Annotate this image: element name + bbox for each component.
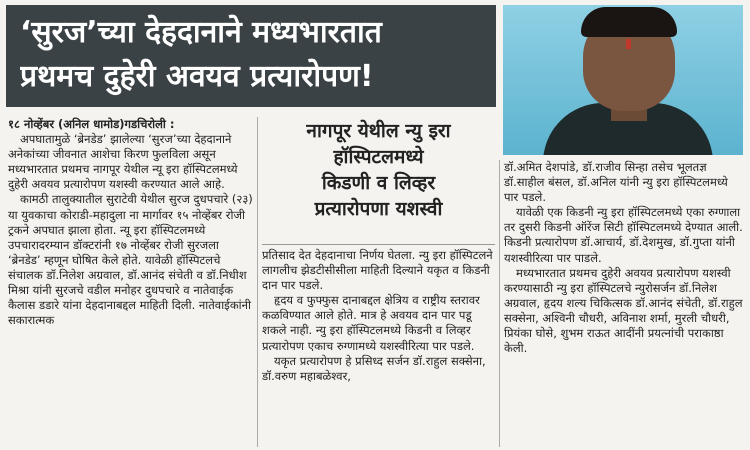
subheadline-line: हॉस्पिटलमध्ये <box>333 146 424 168</box>
subheadline <box>262 118 495 245</box>
article-column-2 <box>262 248 496 384</box>
paragraph: कामठी तालुक्यातील सुराटेवी येथील सुरज दुधपचारे (२३) या युवकाचा कोराडी-महादुला ना मार्गावर १५ नोव्हेंबर रोजी ट्रकने अपघात झाला होता. न्यू इरा हॉस्पिटलमध्ये उपचारादरम्यान डॉक्टरांनी १७ नोव्हेंबर रोजी सुरजला ‘ब्रेनडेड’ म्हणून घोषित केले होते. यावेळी हॉस्पिटलचे संचालक डॉ.निलेश अग्रवाल, डॉ.आनंद संचेती व डॉ.निधीश मिश्रा यांनी सुरजचे वडील मनोहर दुधपचारे व नातेवाईक कैलास डडारे यांना देहदानाबद्दल माहिती दिली. नातेवाईकांनी सकारात्मक <box>8 192 253 328</box>
headline-line-1: ‘सुरज’च्या देहदानाने मध्यभारतात <box>20 15 382 50</box>
subheadline-line: किडणी व लिव्हर <box>321 172 436 194</box>
article-column-3 <box>504 160 744 356</box>
paragraph: मध्यभारतात प्रथमच दुहेरी अवयव प्रत्यारोपण यशस्वी करण्यासाठी न्यु इरा हॉस्पिटलचे न्युरोसर्जन डॉ.निलेश अग्रवाल, हृदय शल्य चिकित्सक डॉ.आनंद संचेती, डॉ.राहुल सक्सेना, अश्विनी चौधरी, अविनाश शर्मा, मुरली चौधरी, प्रियंका घोसे, शुभम राऊत आदींनी प्रयत्नांची पराकाष्ठा केली. <box>504 265 743 356</box>
paragraph: यकृत प्रत्यारोपण हे प्रसिध्द सर्जन डॉ.राहुल सक्सेना, डॉ.वरुण महाबळेश्वर, <box>262 353 486 383</box>
photo-tilak <box>626 39 631 49</box>
paragraph: प्रतिसाद देत देहदानाचा निर्णय घेतला. न्यु इरा हॉस्पिटलने लागलीच झेडटीसीसीला माहिती दिल्याने यकृत व किडनी दान पार पडले. <box>262 248 493 293</box>
subheadline-line: प्रत्यारोपणा यशस्वी <box>314 198 443 220</box>
headline-line-2: प्रथमच दुहेरी अवयव प्रत्यारोपण! <box>20 59 374 94</box>
paragraph: हृदय व फुफ्फुस दानाबद्दल क्षेत्रिय व राष्ट्रीय स्तरावर कळविण्यात आले होते. मात्र हे अवयव दान पार पडू शकले नाही. न्यु इरा हॉस्पिटलमध्ये किडनी व लिव्हर प्रत्यारोपण एकाच रुग्णामध्ये यशस्वीरित्या पार पडले. <box>262 293 480 353</box>
dateline: १८ नोव्हेंबर (अनिल धामोड)गडचिरोली : <box>8 117 175 131</box>
paragraph: डॉ.अमित देशपांडे, डॉ.राजीव सिन्हा तसेच भूलतज्ञ डॉ.साहील बंसल, डॉ.अनिल यांनी न्यु इरा हॉस्पिटलमध्ये पार पडले. <box>504 160 728 205</box>
paragraph: यावेळी एक किडनी न्यु इरा हॉस्पिटलमध्ये एका रुग्णाला तर दुसरी किडनी ऑरेंज सिटी हॉस्पिटलमध्ये देण्यात आली. किडनी प्रत्यारोपण डॉ.आचार्य, डॉ.देशमुख, डॉ.गुप्ता यांनी यशस्वीरित्या पार पाडले. <box>504 205 743 265</box>
headline-banner <box>6 5 496 107</box>
article-column-1 <box>8 117 255 328</box>
paragraph: अपघातामुळे ‘ब्रेनडेड’ झालेल्या ‘सुरज’च्या देहदानाने अनेकांच्या जीवनात आशेचा किरण फुलविला असून मध्यभारतात प्रथमच नागपूर येथील न्यू इरा हॉस्पिटलमध्ये दुहेरी अवयव प्रत्यारोपण यशस्वी करण्यात आले आहे. <box>8 132 238 192</box>
person-portrait-photo <box>503 5 743 155</box>
column-divider <box>257 117 258 447</box>
subheadline-line: नागपूर येथील न्यु इरा <box>306 120 451 142</box>
photo-hair <box>581 7 677 37</box>
column-divider <box>499 160 500 447</box>
